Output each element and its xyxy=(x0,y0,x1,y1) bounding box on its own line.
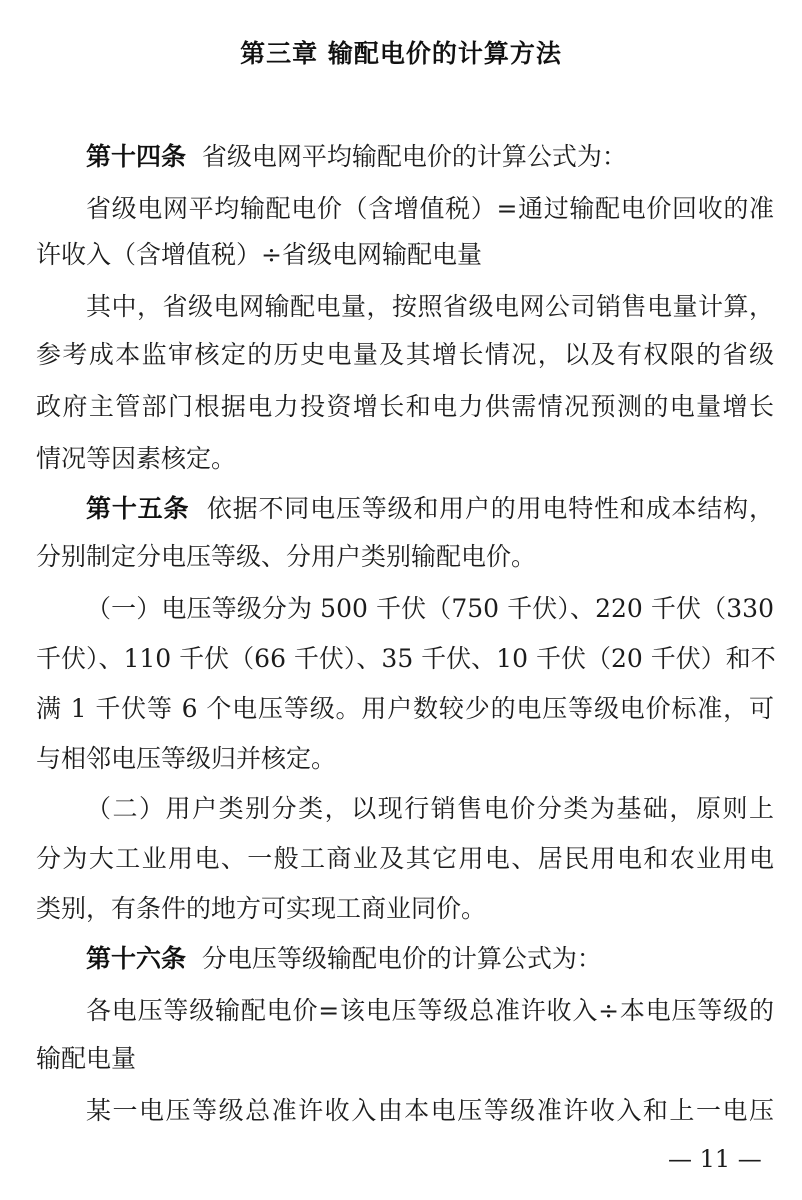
article-15-line-0: 依据不同电压等级和用户的用电特性和成本结构， xyxy=(206,494,774,523)
article-14-line-1: 省级电网平均输配电价（含增值税）=通过输配电价回收的准 xyxy=(86,194,774,223)
article-16-heading: 第十六条 xyxy=(86,944,187,973)
article-14-first-line xyxy=(86,142,774,172)
article-16-first-line xyxy=(86,944,774,974)
article-15-line-6: （二）用户类别分类，以现行销售电价分类为基础，原则上 xyxy=(86,794,774,823)
article-15-line-7: 分为大工业用电、一般工商业及其它用电、居民用电和农业用电 xyxy=(36,844,774,873)
chapter-title: 第三章 输配电价的计算方法 xyxy=(240,39,562,68)
article-16-line-1: 各电压等级输配电价=该电压等级总准许收入÷本电压等级的 xyxy=(86,996,774,1025)
article-14-line-6: 情况等因素核定。 xyxy=(36,444,237,473)
article-14-line-5: 政府主管部门根据电力投资增长和电力供需情况预测的电量增长 xyxy=(36,392,774,421)
article-15-line-2: （一）电压等级分为 500 千伏（750 千伏）、220 千伏（330 xyxy=(86,594,774,623)
article-16-line-3: 某一电压等级总准许收入由本电压等级准许收入和上一电压 xyxy=(86,1096,774,1125)
article-15-heading: 第十五条 xyxy=(86,494,190,523)
article-14-line-4: 参考成本监审核定的历史电量及其增长情况，以及有权限的省级 xyxy=(36,340,774,369)
article-15-line-5: 与相邻电压等级归并核定。 xyxy=(36,744,337,773)
article-16-line-0: 分电压等级输配电价的计算公式为： xyxy=(201,944,602,973)
article-15-first-line xyxy=(86,494,774,524)
article-14-heading: 第十四条 xyxy=(86,142,187,171)
article-15-line-3: 千伏）、110 千伏（66 千伏）、35 千伏、10 千伏（20 千伏）和不 xyxy=(36,644,776,673)
article-16-line-2: 输配电量 xyxy=(36,1044,137,1073)
article-15-line-8: 类别，有条件的地方可实现工商业同价。 xyxy=(36,894,487,923)
article-15-line-4: 满 1 千伏等 6 个电压等级。用户数较少的电压等级电价标准，可 xyxy=(36,694,774,723)
page-number: — 11 — xyxy=(668,1145,762,1173)
article-14-line-3: 其中，省级电网输配电量，按照省级电网公司销售电量计算， xyxy=(86,292,774,321)
article-14-line-0: 省级电网平均输配电价的计算公式为： xyxy=(201,142,627,171)
article-14-line-2: 许收入（含增值税）÷省级电网输配电量 xyxy=(36,240,482,269)
article-15-line-1: 分别制定分电压等级、分用户类别输配电价。 xyxy=(36,542,537,571)
